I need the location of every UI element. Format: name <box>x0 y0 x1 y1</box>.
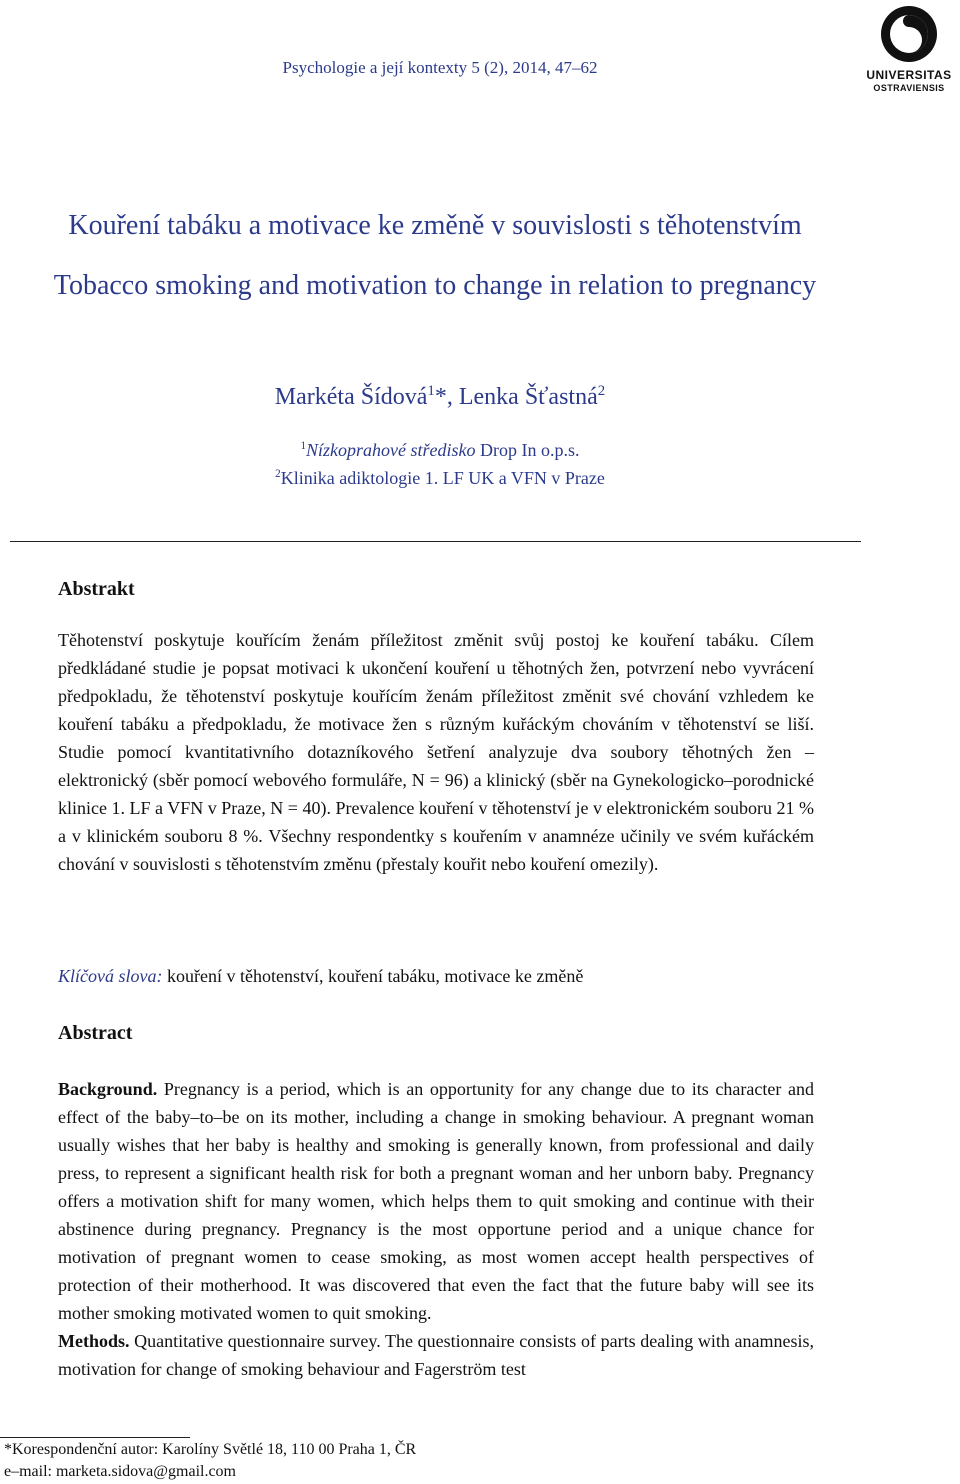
affiliation-2 <box>0 468 880 489</box>
affiliation-1-rest: Drop In o.p.s. <box>475 440 580 460</box>
author-separator: *, <box>434 384 459 410</box>
keywords-list: kouření v těhotenství, kouření tabáku, motivace ke změně <box>162 966 584 986</box>
author-2: Lenka Šťastná <box>458 384 598 410</box>
keywords <box>58 966 583 987</box>
universitas-ostraviensis-emblem-icon <box>862 2 956 66</box>
author-2-affiliation: 2 <box>597 383 606 399</box>
journal-citation: Psychologie a její kontexty 5 (2), 2014, 47–62 <box>282 58 598 77</box>
abstract-text <box>58 1075 814 1383</box>
methods-text: Quantitative questionnaire survey. The questionnaire consists of parts dealing with anamnesis, motivation for change of smoking behaviour and Fagerström test <box>58 1331 814 1379</box>
author-1: Markéta Šídová <box>274 384 428 410</box>
header-divider <box>10 541 861 542</box>
background-label: Background. <box>58 1079 158 1099</box>
title-english: Tobacco smoking and motivation to change in relation to pregnancy <box>53 270 817 301</box>
affiliation-2-text: Klinika adiktologie 1. LF UK a VFN v Praze <box>280 468 605 488</box>
title-czech: Kouření tabáku a motivace ke změně v souvislosti s těhotenstvím <box>68 210 802 241</box>
abstract-heading: Abstract <box>58 1022 133 1044</box>
abstrakt-text: Těhotenství poskytuje kouřícím ženám příležitost změnit svůj postoj ke kouření tabáku. Cílem předkládané studie je popsat motivaci k ukončení kouření u těhotných žen, potvrzení nebo vyvrácení předpokladu, že těhotenství poskytuje kouřícím ženám příležitost změnit své chování vzhledem ke kouření tabáku a předpokladu, že motivace žen s různým kuřáckým chováním v těhotenství se liší. Studie pomocí kvantitativního dotazníkového šetření analyzuje dva soubory těhotných žen – elektronický (sběr pomocí webového formuláře, N = 96) a klinický (sběr na Gynekologicko–porodnické klinice 1. LF a VFN v Praze, N = 40). Prevalence kouření v těhotenství je v elektronickém souboru 21 % a v klinickém souboru 8 %. Všechny respondentky s kouřením v anamnéze učinily ve svém kuřáckém chování v souvislosti s těhotenstvím změnu (přestaly kouřit nebo kouření omezily). <box>58 630 814 874</box>
affiliation-1-italic: Nízkoprahové středisko <box>306 440 476 460</box>
university-logo <box>862 2 956 98</box>
methods-label: Methods. <box>58 1331 130 1351</box>
logo-line-2: OSTRAVIENSIS <box>873 83 945 93</box>
affiliation-1 <box>0 440 880 461</box>
footnote-email: e–mail: marketa.sidova@gmail.com <box>4 1463 236 1480</box>
author-list <box>0 384 880 411</box>
keywords-label: Klíčová slova: <box>58 966 163 986</box>
footnote-divider <box>0 1437 190 1438</box>
abstrakt-heading: Abstrakt <box>58 578 135 600</box>
affiliation-1-number: 1 <box>300 440 307 452</box>
affiliation-2-number: 2 <box>275 468 281 480</box>
footnote-address: *Korespondenční autor: Karolíny Světlé 18, 110 00 Praha 1, ČR <box>4 1441 417 1458</box>
author-1-affiliation: 1 <box>427 383 435 399</box>
background-text: Pregnancy is a period, which is an opportunity for any change due to its character and effect of the baby–to–be on its mother, including a change in smoking behaviour. A pregnant woman usually wishes that her baby is healthy and smoking is generally known, from professional and daily press, to represent a significant health risk for both a pregnant woman and her unborn baby. Pregnancy offers a motivation shift for many women, which helps them to quit smoking and continue with their abstinence during pregnancy. Pregnancy is the most opportune period and a unique chance for motivation of pregnant women to cease smoking, as most women accept health perspectives of protection of their motherhood. It was discovered that even the fact that the future baby will see its mother smoking motivated women to quit smoking. <box>58 1079 814 1323</box>
logo-line-1: UNIVERSITAS <box>866 68 952 82</box>
